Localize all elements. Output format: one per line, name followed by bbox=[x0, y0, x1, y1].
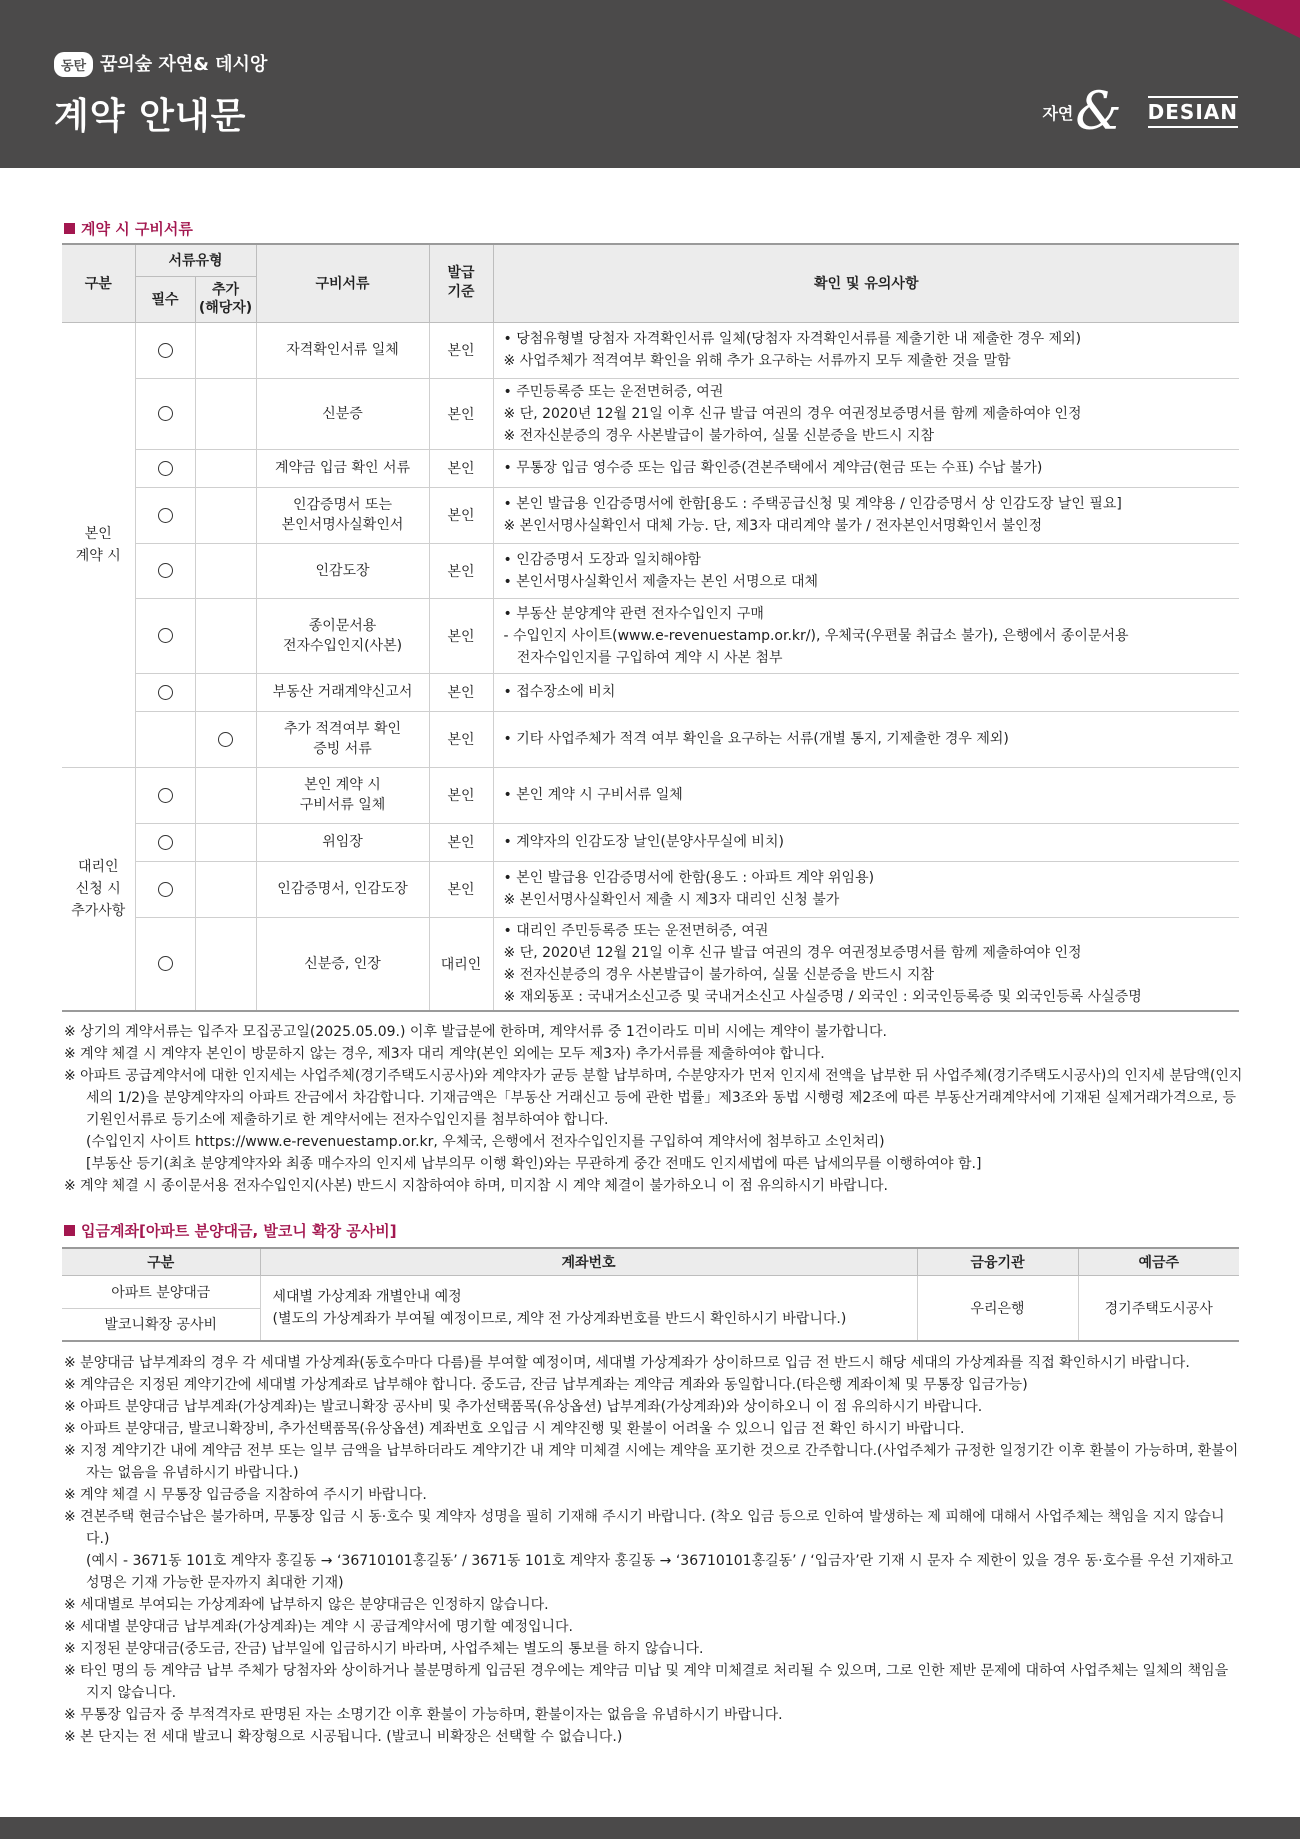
required-mark bbox=[135, 823, 195, 861]
footnote: (예시 - 3671동 101호 계약자 홍길동 → ‘36710101홍길동’ / 3671동 101호 계약자 홍길동 → ‘36710101홍길동’ / ‘입금자’란 기재 시 문자 수 제한이 있을 경우 동·호수를 우선 기재하고 성명은 기재 가능한 문자까지 최대한 기재) bbox=[86, 1553, 1234, 1591]
section2-title: 입금계좌[아파트 분양대금, 발코니 확장 공사비] bbox=[64, 1220, 397, 1241]
table-row bbox=[62, 711, 1239, 767]
note-line: ※ 재외동포 : 국내거소신고증 및 국내거소신고 사실증명 / 외국인 : 외국인등록증 및 외국인등록 사실증명 bbox=[503, 988, 1142, 1005]
footnote: ※ 아파트 분양대금, 발코니확장비, 추가선택품목(유상옵션) 계좌번호 오입금 시 계약진행 및 환불이 어려울 수 있으니 입금 전 확인 하시기 바랍니다. bbox=[64, 1421, 965, 1437]
additional-mark bbox=[195, 487, 256, 543]
note-line: • 무통장 입금 영수증 또는 입금 확인증(견본주택에서 계약금(현금 또는 수표) 수납 불가) bbox=[503, 460, 1043, 476]
required-mark bbox=[135, 711, 195, 767]
logo-desian: DESIAN bbox=[1148, 96, 1238, 128]
location-badge: 동탄 bbox=[54, 52, 93, 77]
footnote: ※ 분양대금 납부계좌의 경우 각 세대별 가상계좌(동호수마다 다름)를 부여할 예정이며, 세대별 가상계좌가 상이하므로 입금 전 반드시 해당 세대의 가상계좌를 직접 확인하시기 바랍니다. bbox=[64, 1355, 1190, 1371]
footnote: ※ 타인 명의 등 계약금 납부 주체가 당첨자와 상이하거나 불분명하게 입금된 경우에는 계약금 미납 및 계약 미체결로 처리될 수 있으며, 그로 인한 제반 문제에 대하여 사업주체는 일체의 책임을 지지 않습니다. bbox=[64, 1663, 1229, 1701]
additional-mark bbox=[195, 322, 256, 378]
group-label: 본인 계약 시 bbox=[62, 322, 135, 767]
check-notes bbox=[493, 767, 1239, 823]
required-mark bbox=[135, 378, 195, 449]
check-notes bbox=[493, 487, 1239, 543]
col-bank: 금융기관 bbox=[917, 1248, 1078, 1275]
note-line: • 기타 사업주체가 적격 여부 확인을 요구하는 서류(개별 통지, 기제출한 경우 제외) bbox=[503, 731, 1009, 747]
footnote: ※ 계약 체결 시 종이문서용 전자수입인지(사본) 반드시 지참하여야 하며, 미지참 시 계약 체결이 불가하오니 이 점 유의하시기 바랍니다. bbox=[64, 1178, 888, 1194]
brand-logo bbox=[1042, 82, 1238, 142]
project-name: 꿈의숲 자연& 데시앙 bbox=[100, 54, 268, 75]
footnote: ※ 무통장 입금자 중 부적격자로 판명된 자는 소명기간 이후 환불이 가능하며, 환불이자는 없음을 유념하시기 바랍니다. bbox=[64, 1707, 783, 1723]
document-name: 인감증명서 또는 본인서명사실확인서 bbox=[256, 487, 429, 543]
required-mark bbox=[135, 449, 195, 487]
footer-bar bbox=[0, 1817, 1300, 1839]
deposit-account-table bbox=[62, 1247, 1239, 1342]
circle-icon bbox=[158, 508, 173, 523]
bank-name: 우리은행 bbox=[917, 1275, 1078, 1341]
col-document: 구비서류 bbox=[256, 244, 429, 322]
additional-mark bbox=[195, 449, 256, 487]
note-line: • 본인 계약 시 구비서류 일체 bbox=[503, 787, 683, 803]
note-line: • 인감증명서 도장과 일치해야함 bbox=[503, 551, 701, 568]
footnote: ※ 본 단지는 전 세대 발코니 확장형으로 시공됩니다. (발코니 비확장은 선택할 수 없습니다.) bbox=[64, 1729, 623, 1745]
issue-basis: 본인 bbox=[429, 378, 493, 449]
table-row bbox=[62, 673, 1239, 711]
additional-mark bbox=[195, 917, 256, 1011]
additional-mark bbox=[195, 673, 256, 711]
row-apartment-price: 아파트 분양대금 bbox=[62, 1275, 260, 1308]
note-line: • 계약자의 인감도장 날인(분양사무실에 비치) bbox=[503, 834, 784, 850]
required-mark bbox=[135, 917, 195, 1011]
table-row bbox=[62, 598, 1239, 673]
note-line: • 본인 발급용 인감증명서에 한함[용도 : 주택공급신청 및 계약용 / 인감증명서 상 인감도장 날인 필요] bbox=[503, 496, 1122, 512]
check-notes bbox=[493, 673, 1239, 711]
col-issue: 발급 기준 bbox=[429, 244, 493, 322]
group-label: 대리인 신청 시 추가사항 bbox=[62, 767, 135, 1011]
issue-basis: 본인 bbox=[429, 322, 493, 378]
additional-mark bbox=[195, 767, 256, 823]
additional-mark bbox=[195, 823, 256, 861]
footnote: ※ 지정 계약기간 내에 계약금 전부 또는 일부 금액을 납부하더라도 계약기간 내 계약 미체결 시에는 계약을 포기한 것으로 간주합니다.(사업주체가 규정한 일정기간 이후 환불이 가능하며, 환불이자는 없음을 유념하시기 바랍니다.) bbox=[64, 1443, 1239, 1481]
footnote: ※ 아파트 공급계약서에 대한 인지세는 사업주체(경기주택도시공사)와 계약자가 균등 분할 납부하며, 수분양자가 먼저 인지세 전액을 납부한 뒤 사업주체(경기주택도시공사)의 인지세 분담액(인지세의 1/2)을 분양계약자의 아파트 잔금에서 차감합니다. 기재금액은「부동산 거래신고 등에 관한 법률」제3조와 동법 시행령 제2조에 따른 부동산거래계약서에 기재된 실제거래가격으로, 등기원인서류로 등기소에 제출하기로 한 계약서에는 전자수입인지를 첨부하여야 합니다. bbox=[64, 1068, 1243, 1128]
col-holder: 예금주 bbox=[1078, 1248, 1239, 1275]
footnote: ※ 아파트 분양대금 납부계좌(가상계좌)는 발코니확장 공사비 및 추가선택품목(유상옵션) 납부계좌(가상계좌)와 상이하오니 이 점 유의하시기 바랍니다. bbox=[64, 1399, 983, 1415]
document-name: 신분증, 인장 bbox=[256, 917, 429, 1011]
page-title: 계약 안내문 bbox=[54, 96, 247, 137]
circle-icon bbox=[158, 956, 173, 971]
document-name: 신분증 bbox=[256, 378, 429, 449]
col-category: 구분 bbox=[62, 1248, 260, 1275]
note-line: • 당첨유형별 당첨자 자격확인서류 일체(당첨자 자격확인서류를 제출기한 내 제출한 경우 제외) bbox=[503, 331, 1082, 347]
issue-basis: 대리인 bbox=[429, 917, 493, 1011]
issue-basis: 본인 bbox=[429, 449, 493, 487]
document-name: 자격확인서류 일체 bbox=[256, 322, 429, 378]
table-row bbox=[62, 823, 1239, 861]
note-line: • 주민등록증 또는 운전면허증, 여권 bbox=[503, 383, 724, 400]
check-notes bbox=[493, 917, 1239, 1011]
table-row bbox=[62, 449, 1239, 487]
circle-icon bbox=[218, 732, 233, 747]
col-additional: 추가 (해당자) bbox=[195, 276, 256, 322]
document-name: 추가 적격여부 확인 증빙 서류 bbox=[256, 711, 429, 767]
required-mark bbox=[135, 673, 195, 711]
account-holder: 경기주택도시공사 bbox=[1078, 1275, 1239, 1341]
circle-icon bbox=[158, 882, 173, 897]
footnote: ※ 세대별 분양대금 납부계좌(가상계좌)는 계약 시 공급계약서에 명기할 예정입니다. bbox=[64, 1619, 573, 1635]
footnote: ※ 견본주택 현금수납은 불가하며, 무통장 입금 시 동·호수 및 계약자 성명을 필히 기재해 주시기 바랍니다. (착오 입금 등으로 인하여 발생하는 제 피해에 대해서 사업주체는 책임을 지지 않습니다.) bbox=[64, 1509, 1225, 1547]
check-notes bbox=[493, 711, 1239, 767]
footnote: ※ 계약 체결 시 무통장 입금증을 지참하여 주시기 바랍니다. bbox=[64, 1487, 427, 1503]
circle-icon bbox=[158, 461, 173, 476]
col-category: 구분 bbox=[62, 244, 135, 322]
issue-basis: 본인 bbox=[429, 861, 493, 917]
footnote: ※ 세대별로 부여되는 가상계좌에 납부하지 않은 분양대금은 인정하지 않습니다. bbox=[64, 1597, 549, 1613]
note-line: • 본인서명사실확인서 제출자는 본인 서명으로 대체 bbox=[503, 573, 819, 590]
document-name: 종이문서용 전자수입인지(사본) bbox=[256, 598, 429, 673]
issue-basis: 본인 bbox=[429, 823, 493, 861]
issue-basis: 본인 bbox=[429, 673, 493, 711]
section-bullet-icon bbox=[64, 223, 75, 234]
required-mark bbox=[135, 861, 195, 917]
table-row bbox=[62, 767, 1239, 823]
check-notes bbox=[493, 378, 1239, 449]
additional-mark bbox=[195, 543, 256, 598]
row-balcony-cost: 발코니확장 공사비 bbox=[62, 1308, 260, 1341]
circle-icon bbox=[158, 628, 173, 643]
col-check: 확인 및 유의사항 bbox=[493, 244, 1239, 322]
footnote: ※ 계약금은 지정된 계약기간에 세대별 가상계좌로 납부해야 합니다. 중도금, 잔금 납부계좌는 계약금 계좌와 동일합니다.(타은행 계좌이체 및 무통장 입금가능) bbox=[64, 1377, 1028, 1393]
check-notes bbox=[493, 823, 1239, 861]
additional-mark bbox=[195, 598, 256, 673]
circle-icon bbox=[158, 835, 173, 850]
issue-basis: 본인 bbox=[429, 598, 493, 673]
page-header bbox=[0, 0, 1300, 168]
footnote: ※ 상기의 계약서류는 입주자 모집공고일(2025.05.09.) 이후 발급분에 한하며, 계약서류 중 1건이라도 미비 시에는 계약이 불가합니다. bbox=[64, 1024, 887, 1040]
document-name: 계약금 입금 확인 서류 bbox=[256, 449, 429, 487]
note-line: ※ 전자신분증의 경우 사본발급이 불가하여, 실물 신분증을 반드시 지참 bbox=[503, 966, 934, 983]
section-bullet-icon bbox=[64, 1225, 75, 1236]
additional-mark bbox=[195, 861, 256, 917]
document-name: 인감증명서, 인감도장 bbox=[256, 861, 429, 917]
table-row bbox=[62, 322, 1239, 378]
footnote: [부동산 등기(최초 분양계약자와 최종 매수자의 인지세 납부의무 이행 확인)와는 무관하게 중간 전매도 인지세법에 따른 납세의무를 이행하여야 함.] bbox=[86, 1156, 982, 1172]
account-footnotes bbox=[64, 1352, 1244, 1748]
note-line: ※ 전자신분증의 경우 사본발급이 불가하여, 실물 신분증을 반드시 지참 bbox=[503, 427, 934, 444]
circle-icon bbox=[158, 343, 173, 358]
document-footnotes bbox=[64, 1021, 1244, 1197]
table-row bbox=[62, 487, 1239, 543]
section1-title: 계약 시 구비서류 bbox=[64, 218, 193, 239]
note-line: ※ 본인서명사실확인서 대체 가능. 단, 제3자 대리계약 불가 / 전자본인서명확인서 불인정 bbox=[503, 518, 1043, 534]
issue-basis: 본인 bbox=[429, 711, 493, 767]
document-name: 부동산 거래계약신고서 bbox=[256, 673, 429, 711]
note-line: ※ 본인서명사실확인서 제출 시 제3자 대리인 신청 불가 bbox=[503, 892, 840, 908]
required-mark bbox=[135, 598, 195, 673]
account-info: 세대별 가상계좌 개별안내 예정 (별도의 가상계좌가 부여될 예정이므로, 계약 전 가상계좌번호를 반드시 확인하시기 바랍니다.) bbox=[260, 1275, 917, 1341]
note-line: • 부동산 분양계약 관련 전자수입인지 구매 bbox=[503, 605, 764, 622]
table-row bbox=[62, 861, 1239, 917]
check-notes bbox=[493, 861, 1239, 917]
check-notes bbox=[493, 543, 1239, 598]
required-documents-table bbox=[62, 243, 1239, 1012]
check-notes bbox=[493, 598, 1239, 673]
note-line: • 대리인 주민등록증 또는 운전면허증, 여권 bbox=[503, 922, 769, 939]
note-line: 전자수입인지를 구입하여 계약 시 사본 첨부 bbox=[503, 649, 783, 666]
table-row bbox=[62, 543, 1239, 598]
required-mark bbox=[135, 543, 195, 598]
note-line: ※ 단, 2020년 12월 21일 이후 신규 발급 여권의 경우 여권정보증명서를 함께 제출하여야 인정 bbox=[503, 405, 1082, 422]
document-name: 인감도장 bbox=[256, 543, 429, 598]
required-mark bbox=[135, 487, 195, 543]
document-name: 본인 계약 시 구비서류 일체 bbox=[256, 767, 429, 823]
note-line: ※ 단, 2020년 12월 21일 이후 신규 발급 여권의 경우 여권정보증명서를 함께 제출하여야 인정 bbox=[503, 944, 1082, 961]
col-required: 필수 bbox=[135, 276, 195, 322]
footnote: ※ 지정된 분양대금(중도금, 잔금) 납부일에 입금하시기 바라며, 사업주체는 별도의 통보를 하지 않습니다. bbox=[64, 1641, 704, 1657]
note-line: ※ 사업주체가 적격여부 확인을 위해 추가 요구하는 서류까지 모두 제출한 것을 말함 bbox=[503, 353, 1011, 369]
check-notes bbox=[493, 449, 1239, 487]
corner-accent bbox=[1222, 0, 1300, 38]
footnote: ※ 계약 체결 시 계약자 본인이 방문하지 않는 경우, 제3자 대리 계약(본인 외에는 모두 제3자) 추가서류를 제출하여야 합니다. bbox=[64, 1046, 825, 1062]
circle-icon bbox=[158, 406, 173, 421]
circle-icon bbox=[158, 788, 173, 803]
col-doc-type: 서류유형 bbox=[135, 244, 256, 276]
logo-amp: & bbox=[1075, 82, 1122, 142]
table-row bbox=[62, 378, 1239, 449]
required-mark bbox=[135, 767, 195, 823]
issue-basis: 본인 bbox=[429, 487, 493, 543]
note-line: • 본인 발급용 인감증명서에 한함(용도 : 아파트 계약 위임용) bbox=[503, 870, 875, 886]
note-line: - 수입인지 사이트(www.e-revenuestamp.or.kr/), 우체국(우편물 취급소 불가), 은행에서 종이문서용 bbox=[503, 627, 1129, 644]
logo-ja: 자연 bbox=[1042, 103, 1074, 123]
check-notes bbox=[493, 322, 1239, 378]
circle-icon bbox=[158, 563, 173, 578]
additional-mark bbox=[195, 378, 256, 449]
issue-basis: 본인 bbox=[429, 543, 493, 598]
footnote: (수입인지 사이트 https://www.e-revenuestamp.or.kr, 우체국, 은행에서 전자수입인지를 구입하여 계약서에 첨부하고 소인처리) bbox=[86, 1134, 885, 1150]
required-mark bbox=[135, 322, 195, 378]
col-account: 계좌번호 bbox=[260, 1248, 917, 1275]
circle-icon bbox=[158, 685, 173, 700]
issue-basis: 본인 bbox=[429, 767, 493, 823]
table-row bbox=[62, 917, 1239, 1011]
document-name: 위임장 bbox=[256, 823, 429, 861]
note-line: • 접수장소에 비치 bbox=[503, 684, 616, 700]
additional-mark bbox=[195, 711, 256, 767]
